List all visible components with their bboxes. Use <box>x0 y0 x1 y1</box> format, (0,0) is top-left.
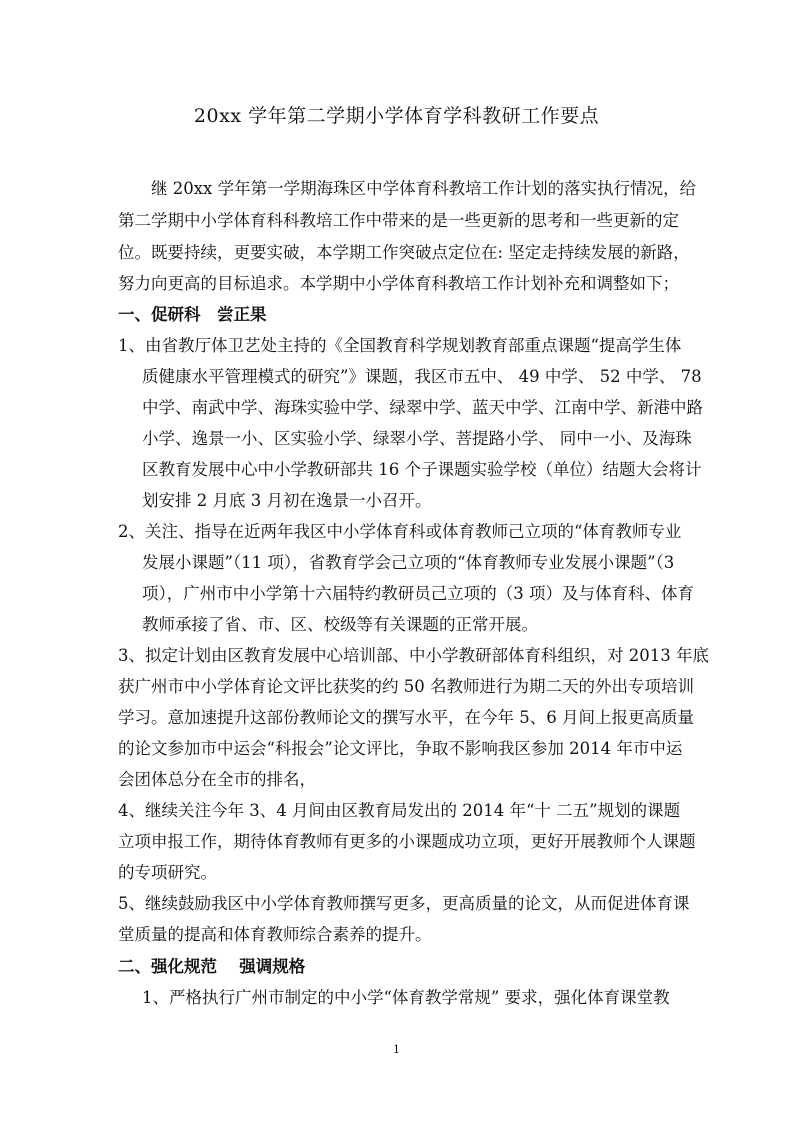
item-line: 1、严格执行广州市制定的中小学“体育教学常规” 要求，强化体育课堂教 <box>142 988 670 1007</box>
item-line: 小学、逸景一小、区实验小学、绿翠小学、菩提路小学、 同中一小、及海珠 <box>142 429 692 448</box>
item-line: 堂质量的提高和体育教师综合素养的提升。 <box>118 925 432 944</box>
intro-line: 努力向更高的目标追求。本学期中小学体育科教培工作计划补充和调整如下； <box>118 274 679 293</box>
item-line: 3、拟定计划由区教育发展中心培训部、中小学教研部体育科组织，对 2013 年底 <box>118 646 709 665</box>
item-line: 项），广州市中小学第十六届特约教研员己立项的（3 项）及与体育科、体育 <box>142 584 694 603</box>
item-line: 会团体总分在全市的排名， <box>118 770 316 789</box>
item-line: 立项申报工作，期待体育教师有更多的小课题成功立项，更好开展教师个人课题 <box>118 832 696 851</box>
item-line: 2、关注、指导在近两年我区中小学体育科或体育教师己立项的“体育教师专业 <box>118 522 682 541</box>
item-line: 发展小课题”（11 项），省教育学会己立项的“体育教师专业发展小课题”（3 <box>142 553 675 572</box>
item-line: 1、由省教厅体卫艺处主持的《全国教育科学规划教育部重点课题“提高学生体 <box>118 336 682 355</box>
item-line: 教师承接了省、市、区、校级等有关课题的正常开展。 <box>142 615 538 634</box>
document-title: 20xx 学年第二学期小学体育学科教研工作要点 <box>193 105 600 127</box>
section-heading-2: 二、强化规范 强调规格 <box>118 957 306 976</box>
item-line: 获广州市中小学体育论文评比获奖的约 50 名教师进行为期二天的外出专项培训 <box>118 677 694 696</box>
item-line: 的论文参加市中运会“科报会”论文评比，争取不影响我区参加 2014 年市中运 <box>118 739 683 758</box>
item-line: 中学、南武中学、海珠实验中学、绿翠中学、蓝天中学、江南中学、新港中路 <box>142 398 703 417</box>
item-line: 划安排 2 月底 3 月初在逸景一小召开。 <box>142 491 432 510</box>
intro-line: 第二学期中小学体育科科教培工作中带来的是一些更新的思考和一些更新的定 <box>118 211 679 230</box>
item-line: 5、继续鼓励我区中小学体育教师撰写更多，更高质量的论文，从而促进体育课 <box>118 894 690 913</box>
item-line: 的专项研究。 <box>118 863 217 882</box>
item-line: 学习。意加速提升这部份教师论文的撰写水平，在今年 5、6 月间上报更高质量 <box>118 708 694 727</box>
item-line: 质健康水平管理模式的研究”》课题，我区市五中、 49 中学、 52 中学、 78 <box>142 367 702 386</box>
intro-line: 继 20xx 学年第一学期海珠区中学体育科教培工作计划的落实执行情况，给 <box>151 179 697 198</box>
section-heading-1: 一、促研科 尝正果 <box>118 305 267 324</box>
page-number: 1 <box>393 1043 400 1056</box>
intro-line: 位。既要持续，更要实破，本学期工作突破点定位在: 坚定走持续发展的新路， <box>118 243 690 262</box>
item-line: 区教育发展中心中小学教研部共 16 个子课题实验学校（单位）结题大会将计 <box>142 460 702 479</box>
item-line: 4、继续关注今年 3、4 月间由区教育局发出的 2014 年“十 二五”规划的课题 <box>118 801 681 820</box>
